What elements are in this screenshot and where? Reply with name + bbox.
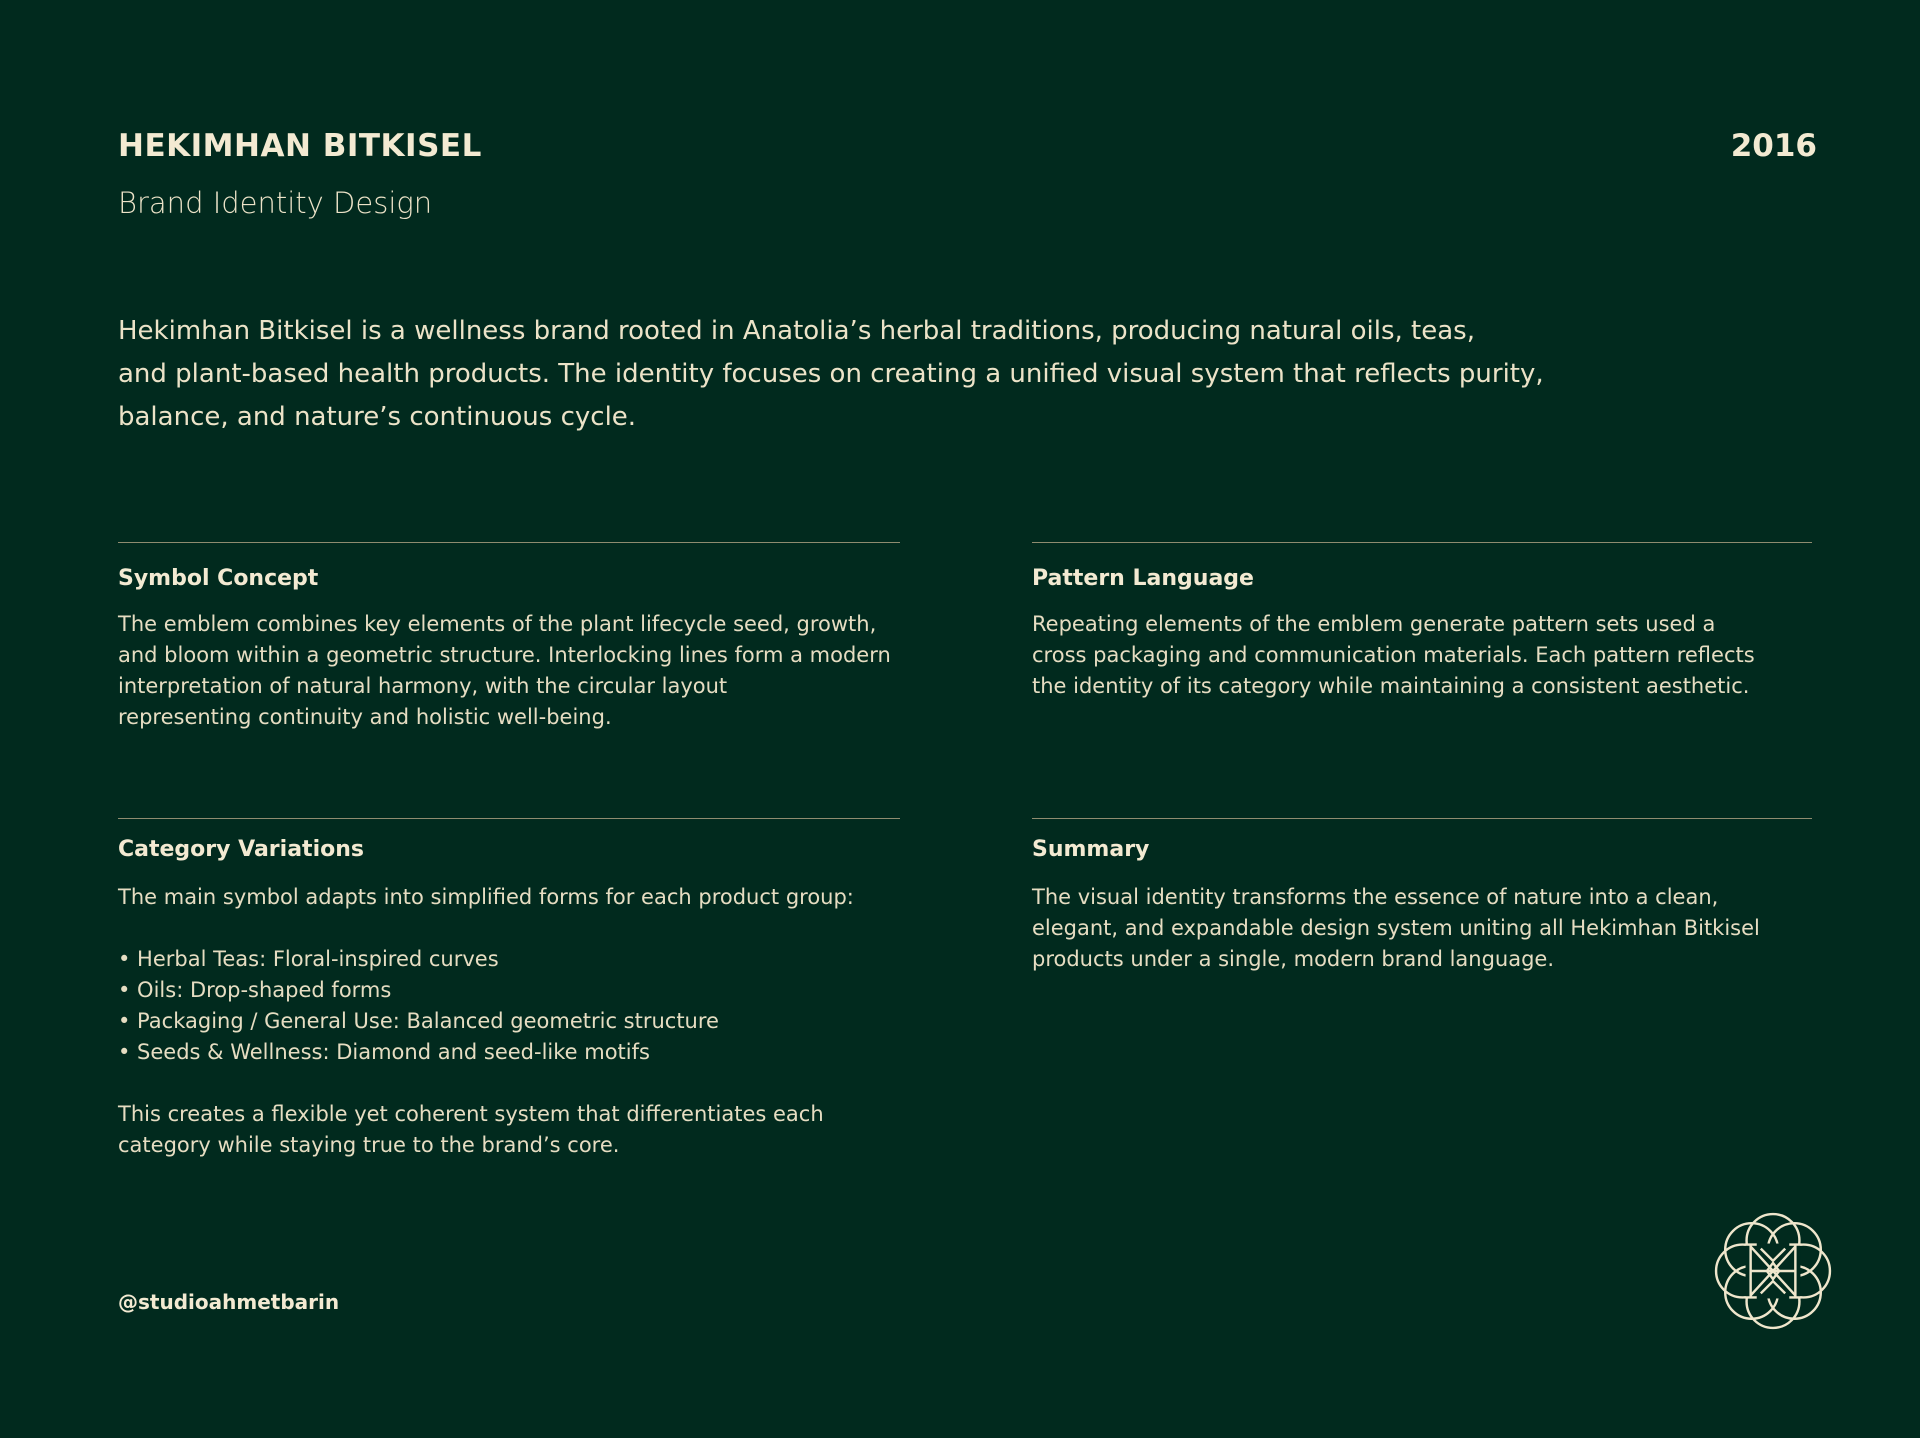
list-item: • Packaging / General Use: Balanced geometric structure (118, 1009, 719, 1033)
list-item: • Seeds & Wellness: Diamond and seed-like motifs (118, 1040, 650, 1064)
section-title-pattern-language: Pattern Language (1032, 566, 1254, 591)
intro-line: balance, and nature’s continuous cycle. (118, 402, 637, 432)
section-title-symbol-concept: Symbol Concept (118, 566, 319, 591)
section-body-symbol-concept (118, 609, 891, 733)
section-title-summary: Summary (1032, 837, 1150, 862)
body-line: The emblem combines key elements of the plant lifecycle seed, growth, (118, 612, 877, 636)
section-body-category-variations (118, 882, 854, 1161)
brand-title: HEKIMHAN BITKISEL (118, 128, 482, 164)
body-line: Repeating elements of the emblem generate pattern sets used a (1032, 612, 1716, 636)
section-divider (118, 542, 900, 543)
section-divider (1032, 818, 1812, 819)
body-line: cross packaging and communication materials. Each pattern reflects (1032, 643, 1755, 667)
intro-line: Hekimhan Bitkisel is a wellness brand rooted in Anatolia’s herbal traditions, producing natural oils, teas, (118, 316, 1475, 346)
body-line: the identity of its category while maintaining a consistent aesthetic. (1032, 674, 1750, 698)
list-item: • Herbal Teas: Floral-inspired curves (118, 947, 499, 971)
section-divider (1032, 542, 1812, 543)
body-line: representing continuity and holistic well-being. (118, 705, 612, 729)
studio-handle: @studioahmetbarin (118, 1290, 340, 1314)
section-divider (118, 818, 900, 819)
section-body-pattern-language (1032, 609, 1755, 702)
brand-emblem-icon (1712, 1210, 1834, 1332)
list-item: • Oils: Drop-shaped forms (118, 978, 392, 1002)
body-line: This creates a flexible yet coherent system that differentiates each (118, 1102, 824, 1126)
body-line: The main symbol adapts into simplified forms for each product group: (118, 885, 854, 909)
brand-subtitle: Brand Identity Design (118, 186, 433, 220)
body-line: category while staying true to the brand’s core. (118, 1133, 620, 1157)
project-year: 2016 (1730, 128, 1817, 164)
body-line: and bloom within a geometric structure. Interlocking lines form a modern (118, 643, 891, 667)
intro-line: and plant-based health products. The identity focuses on creating a unified visual system that reflects purity, (118, 359, 1544, 389)
intro-paragraph (118, 310, 1678, 439)
body-line: elegant, and expandable design system uniting all Hekimhan Bitkisel (1032, 916, 1760, 940)
body-line: interpretation of natural harmony, with the circular layout (118, 674, 728, 698)
section-body-summary (1032, 882, 1760, 975)
body-line: products under a single, modern brand language. (1032, 947, 1555, 971)
body-line: The visual identity transforms the essence of nature into a clean, (1032, 885, 1719, 909)
section-title-category-variations: Category Variations (118, 837, 364, 862)
